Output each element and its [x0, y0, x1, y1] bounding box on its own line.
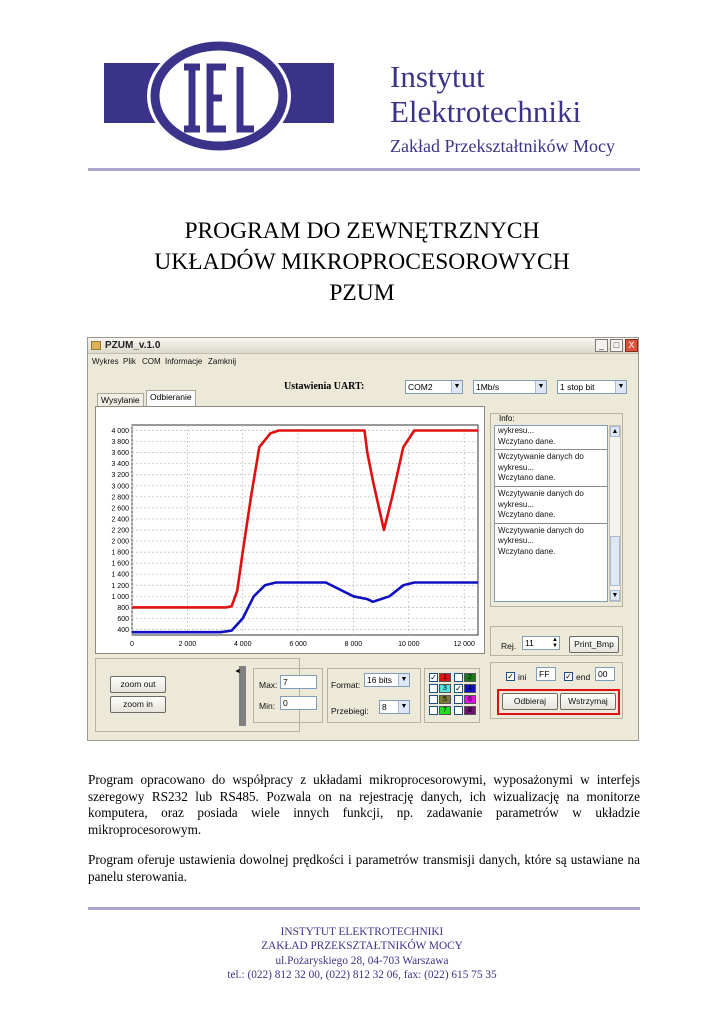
y-tick-label: 1 600 [111, 560, 129, 568]
footer [0, 925, 724, 982]
institute-line-2: Elektrotechniki [390, 94, 582, 129]
log-line: Wczytano dane. [498, 546, 556, 556]
y-tick-label: 1 000 [111, 593, 129, 601]
x-tick-label: 2 000 [178, 641, 197, 648]
y-tick-label: 800 [117, 604, 129, 612]
speed-select[interactable] [473, 380, 547, 394]
x-tick-label: 6 000 [289, 641, 307, 648]
institute-line-1: Instytut [390, 59, 485, 94]
log-line: wykresu... [498, 426, 535, 435]
format-label: Format: [331, 680, 361, 690]
iel-logo [104, 37, 334, 155]
maximize-button[interactable]: □ [610, 339, 623, 352]
x-tick-label: 4 000 [233, 641, 252, 648]
y-tick-label: 2 200 [111, 527, 129, 535]
info-scrollbar[interactable] [609, 425, 621, 602]
paragraph-1: Program opracowano do współpracy z układami mikroprocesorowymi, wyposażonymi w interfejs szeregowy RS232 lub RS485. Pozwala on na rejestrację danych, ich wizualizację na monitorze komputera, oraz posiada wiele innych funkcji, np. zadawanie parametrów w układzie mikroprocesorowym. [88, 772, 640, 837]
channel-4-swatch: 4 [464, 684, 476, 693]
port-select[interactable] [405, 380, 463, 394]
przebiegi-select[interactable] [379, 700, 410, 714]
menu-bar [88, 355, 638, 368]
chevron-down-icon: ▼ [398, 674, 409, 686]
rej-label: Rej. [501, 641, 517, 651]
chevron-down-icon: ▼ [535, 381, 546, 393]
x-tick-label: 10 000 [398, 641, 420, 648]
min-label: Min: [259, 701, 276, 711]
footer-line-3: ul.Pożaryskiego 28, 04-703 Warszawa [275, 954, 449, 967]
y-tick-label: 1 200 [111, 582, 129, 590]
ini-checkbox[interactable]: ✓ [507, 672, 514, 681]
stop-bits-value: 1 stop bit [560, 382, 595, 392]
channel-6-swatch: 6 [464, 695, 476, 704]
channel-1-checkbox[interactable]: ✓ [430, 673, 437, 682]
end-checkbox[interactable]: ✓ [565, 672, 572, 681]
y-tick-label: 3 800 [111, 439, 129, 447]
chevron-down-icon: ▼ [398, 701, 409, 713]
tab-wysylanie[interactable]: Wysylanie [97, 393, 144, 407]
chevron-down-icon: ▼ [615, 381, 626, 393]
channel-1-swatch: 1 [439, 673, 451, 682]
log-separator [495, 523, 607, 524]
y-tick-label: 3 000 [111, 483, 129, 491]
log-separator [495, 486, 607, 487]
receive-button[interactable]: Odbieraj [502, 693, 558, 710]
log-line: Wczytywanie danych do [498, 488, 584, 498]
channel-8-checkbox[interactable] [454, 706, 463, 715]
rej-spinner-icon[interactable]: ▲ ▼ [552, 637, 558, 649]
y-tick-label: 1 400 [111, 571, 129, 579]
min-input[interactable]: 0 [280, 696, 317, 710]
y-tick-label: 400 [117, 626, 129, 634]
window-title: PZUM_v.1.0 [105, 340, 161, 351]
menu-plik[interactable]: Plik [123, 357, 136, 366]
stop-button[interactable]: Wstrzymaj [560, 693, 616, 710]
splitter-handle[interactable] [239, 666, 246, 726]
app-window [87, 337, 639, 741]
przebiegi-value: 8 [382, 702, 387, 712]
log-line: Wczytano dane. [498, 436, 556, 446]
scroll-up-icon[interactable]: ▲ [611, 428, 619, 435]
y-tick-label: 1 800 [111, 549, 129, 557]
log-separator [495, 449, 607, 450]
print-bmp-button[interactable]: Print_Bmp [569, 636, 619, 653]
log-line: wykresu... [498, 462, 535, 472]
footer-line-2: ZAKŁAD PRZEKSZTAŁTNIKÓW MOCY [261, 940, 463, 953]
rej-input[interactable]: 11 [522, 636, 560, 650]
line-chart [96, 407, 484, 653]
tab-odbieranie[interactable]: Odbieranie [146, 390, 196, 406]
channel-2-checkbox[interactable] [454, 673, 463, 682]
splitter-arrow-icon: ◄ [234, 668, 241, 675]
x-tick-label: 8 000 [344, 641, 363, 648]
y-tick-label: 2 000 [111, 538, 129, 546]
info-log[interactable] [494, 425, 608, 602]
channel-5-checkbox[interactable] [429, 695, 438, 704]
y-tick-label: 3 200 [111, 472, 129, 480]
menu-zamknij[interactable]: Zamknij [208, 357, 237, 366]
menu-wykres[interactable]: Wykres [92, 357, 119, 366]
y-tick-label: 600 [117, 615, 129, 623]
header-rule [88, 168, 640, 171]
log-line: wykresu... [498, 536, 535, 546]
footer-rule [88, 907, 640, 910]
zoom-in-button[interactable]: zoom in [110, 696, 166, 713]
x-tick-label: 0 [130, 641, 134, 648]
y-tick-label: 4 000 [111, 428, 129, 436]
menu-com[interactable]: COM [142, 357, 161, 366]
log-line: Wczytywanie danych do [498, 452, 584, 462]
title-line-2: UKŁADÓW MIKROPROCESOROWYCH [154, 249, 570, 275]
speed-value: 1Mb/s [476, 382, 500, 392]
max-input[interactable]: 7 [280, 675, 317, 689]
end-input[interactable]: 00 [595, 667, 615, 681]
channel-5-swatch: 5 [439, 695, 451, 704]
menu-informacje[interactable]: Informacje [165, 357, 203, 366]
channel-8-swatch: 8 [464, 706, 476, 715]
port-value: COM2 [408, 382, 433, 392]
title-line-1: PROGRAM DO ZEWNĘTRZNYCH [184, 218, 540, 244]
footer-line-1: INSTYTUT ELEKTROTECHNIKI [280, 926, 444, 938]
close-button[interactable]: X [625, 339, 638, 352]
channel-3-checkbox[interactable] [429, 684, 438, 693]
ini-input[interactable]: FF [536, 667, 556, 681]
format-select[interactable] [364, 673, 410, 687]
scroll-thumb[interactable] [610, 536, 620, 586]
y-tick-label: 2 600 [111, 505, 129, 513]
y-tick-label: 2 400 [111, 516, 129, 524]
channel-4-checkbox[interactable]: ✓ [455, 684, 462, 693]
info-label: Info: [499, 414, 515, 423]
channel-6-checkbox[interactable] [454, 695, 463, 704]
title-line-3: PZUM [329, 280, 395, 306]
department-name: Zakład Przekształtników Mocy [390, 136, 615, 156]
end-label: end [576, 672, 591, 682]
x-tick-label: 12 000 [453, 641, 475, 648]
document-title [0, 216, 724, 309]
log-line: Wczytano dane. [498, 473, 556, 483]
log-line: wykresu... [498, 499, 535, 509]
format-value: 16 bits [367, 675, 393, 685]
paragraph-2: Program oferuje ustawienia dowolnej prędkości i parametrów transmisji danych, które są ustawiane na panelu sterowania. [88, 852, 640, 884]
chart-panel [95, 406, 485, 654]
ini-label: ini [518, 672, 527, 682]
uart-settings-label: Ustawienia UART: [284, 381, 365, 392]
app-icon [91, 341, 101, 350]
chevron-down-icon: ▼ [451, 381, 462, 393]
institute-name [390, 60, 615, 159]
log-line: Wczytano dane. [498, 510, 556, 520]
zoom-out-button[interactable]: zoom out [110, 676, 166, 693]
y-tick-label: 3 600 [111, 450, 129, 458]
scroll-down-icon[interactable]: ▼ [611, 592, 619, 599]
y-tick-label: 2 800 [111, 494, 129, 502]
log-line: Wczytywanie danych do [498, 525, 584, 535]
max-label: Max: [259, 680, 278, 690]
footer-line-4: tel.: (022) 812 32 00, (022) 812 32 06, fax: (022) 615 75 35 [227, 968, 497, 981]
minimize-button[interactable]: _ [595, 339, 608, 352]
y-tick-label: 3 400 [111, 461, 129, 469]
channel-2-swatch: 2 [464, 673, 476, 682]
channel-3-swatch: 3 [439, 684, 451, 693]
title-bar [88, 338, 638, 354]
stop-bits-select[interactable] [557, 380, 627, 394]
przebiegi-label: Przebiegi: [331, 706, 369, 716]
channel-7-swatch: 7 [439, 706, 451, 715]
channel-7-checkbox[interactable] [429, 706, 438, 715]
